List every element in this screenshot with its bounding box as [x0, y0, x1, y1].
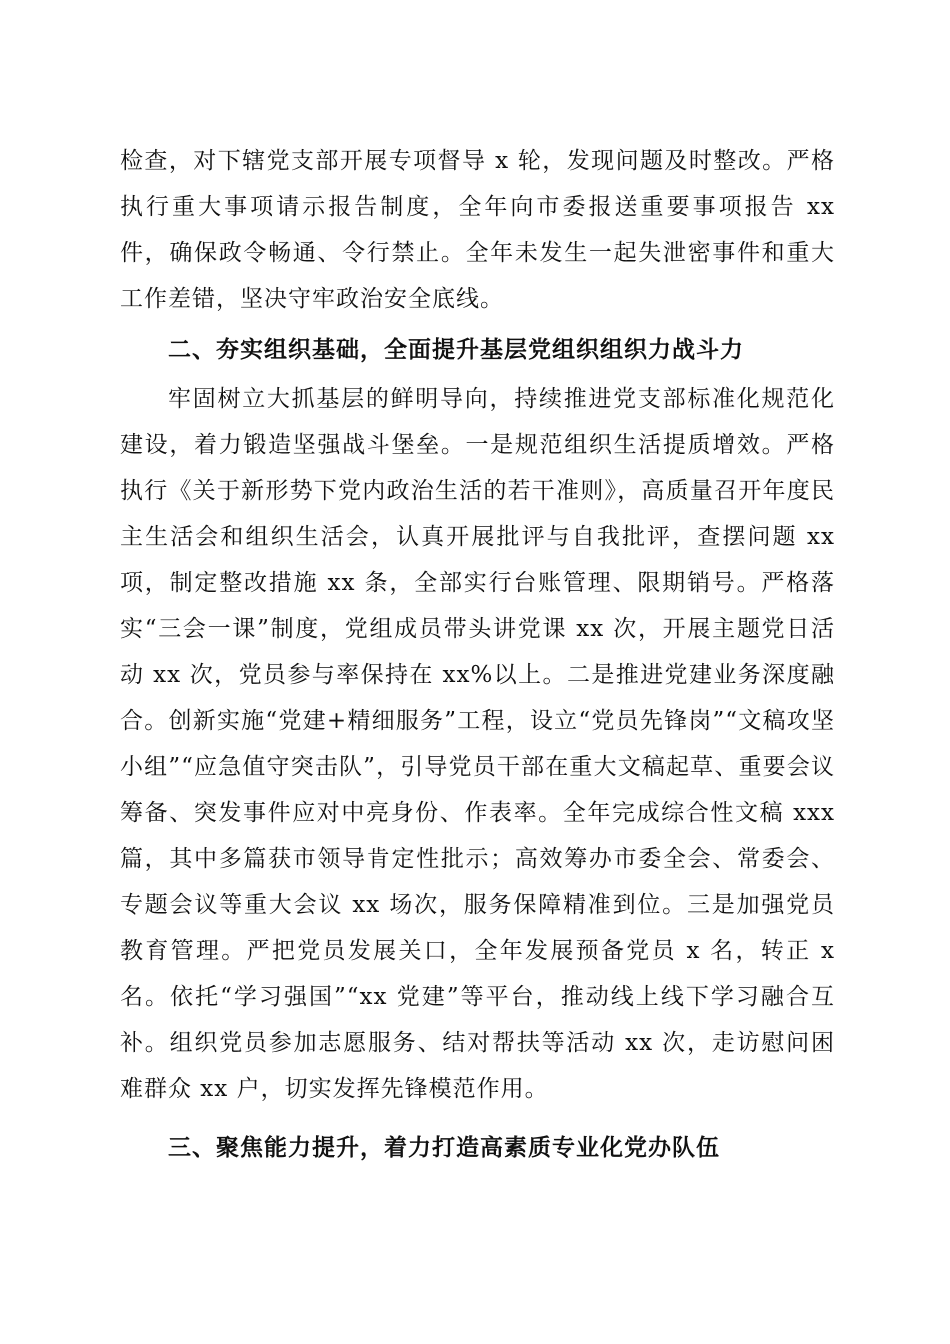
section-heading-3: 三、聚焦能力提升，着力打造高素质专业化党办队伍 [168, 1135, 720, 1161]
section-heading-2: 二、夯实组织基础，全面提升基层党组织组织力战斗力 [168, 337, 744, 363]
document-body [120, 138, 835, 1174]
paragraph-intro-continuation: 检查，对下辖党支部开展专项督导 x 轮，发现问题及时整改。严格执行重大事项请示报告制度，全年向市委报送重要事项报告 xx 件，确保政令畅通、令行禁止。全年未发生一起失泄密事件和重大工作差错，坚决守牢政治安全底线。 [120, 148, 835, 312]
paragraph-section-2-body: 牢固树立大抓基层的鲜明导向，持续推进党支部标准化规范化建设，着力锻造坚强战斗堡垒。一是规范组织生活提质增效。严格执行《关于新形势下党内政治生活的若干准则》，高质量召开年度民主生活会和组织生活会，认真开展批评与自我批评，查摆问题 xx 项，制定整改措施 xx 条，全部实行台账管理、限期销号。严格落实“三会一课”制度，党组成员带头讲党课 xx 次，开展主题党日活动 xx 次，党员参与率保持在 xx%以上。二是推进党建业务深度融合。创新实施“党建+精细服务”工程，设立“党员先锋岗”“文稿攻坚小组”“应急值守突击队”，引导党员干部在重大文稿起草、重要会议筹备、突发事件应对中亮身份、作表率。全年完成综合性文稿 xxx 篇，其中多篇获市领导肯定性批示；高效筹办市委全会、常委会、专题会议等重大会议 xx 场次，服务保障精准到位。三是加强党员教育管理。严把党员发展关口，全年发展预备党员 x 名，转正 x 名。依托“学习强国”“xx 党建”等平台，推动线上线下学习融合互补。组织党员参加志愿服务、结对帮扶等活动 xx 次，走访慰问困难群众 xx 户，切实发挥先锋模范作用。 [120, 386, 835, 1102]
